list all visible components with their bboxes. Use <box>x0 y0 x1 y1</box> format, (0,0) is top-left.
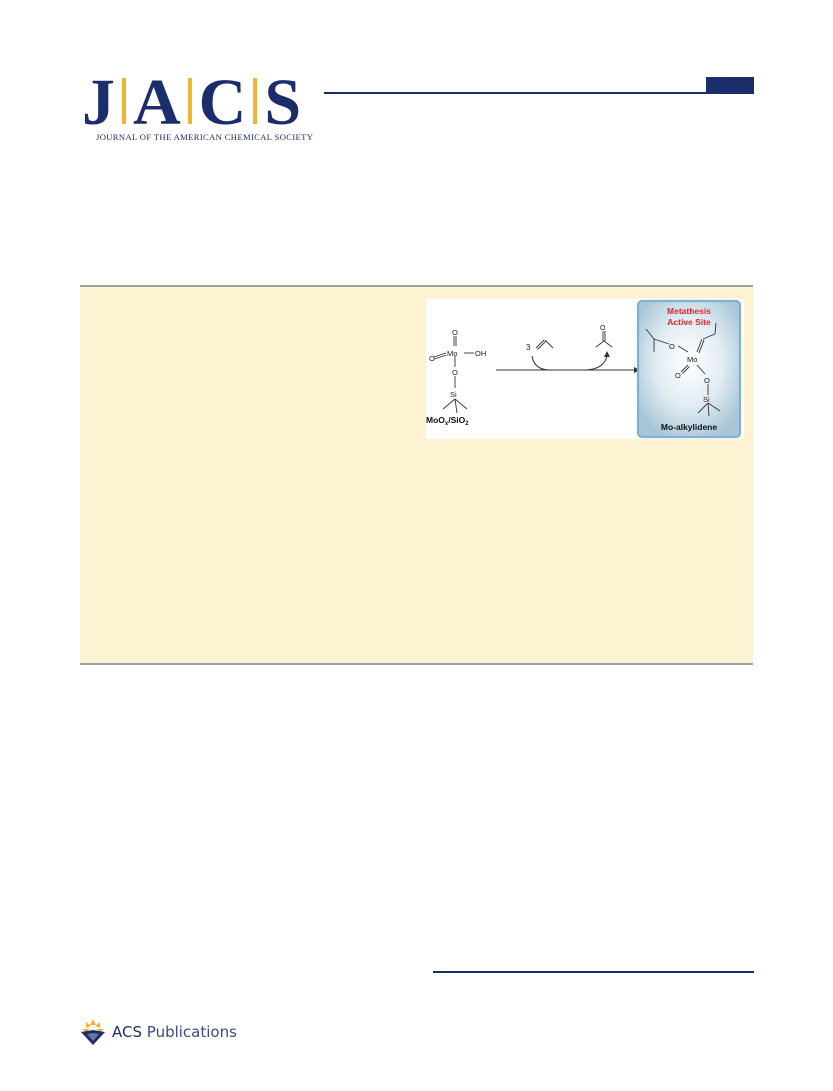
atom-o: O <box>429 354 435 363</box>
atom-o: O <box>452 368 458 377</box>
stoich-coefficient: 3 <box>526 343 531 352</box>
journal-full-name: JOURNAL OF THE AMERICAN CHEMICAL SOCIETY <box>96 132 314 142</box>
atom-o: O <box>675 371 681 380</box>
atom-si: Si <box>450 390 457 399</box>
atom-o: O <box>600 325 606 332</box>
atom-o: O <box>669 342 675 351</box>
jacs-wordmark <box>82 66 302 139</box>
logo-letter-c: C <box>198 66 247 139</box>
logo-letter-j: J <box>82 66 115 139</box>
logo-letter-a: A <box>133 66 181 139</box>
abstract-box <box>80 285 753 665</box>
reaction-scheme <box>426 299 744 439</box>
product-label: Mo-alkylidene <box>660 422 718 432</box>
journal-logo <box>82 66 342 150</box>
byproduct-arrow-head <box>604 351 610 357</box>
reaction-arrow <box>496 356 634 370</box>
logo-divider <box>253 78 257 124</box>
header-article-type-block <box>706 77 754 93</box>
publisher-name-bold: ACS <box>112 1023 142 1041</box>
logo-divider <box>122 78 126 124</box>
logo-letter-s: S <box>264 66 302 139</box>
toc-graphic <box>426 299 744 439</box>
atom-mo: Mo <box>447 349 458 358</box>
publisher-name <box>112 1023 237 1041</box>
atom-mo: Mo <box>687 355 698 364</box>
product-heading-line1: Metathesis <box>667 306 711 316</box>
product-heading-line2: Active Site <box>667 317 711 327</box>
atom-o: O <box>704 376 710 385</box>
acs-emblem-icon <box>80 1018 106 1046</box>
propene-reagent <box>536 340 553 350</box>
atom-si: Si <box>703 395 710 404</box>
acs-publications-logo <box>80 1017 237 1047</box>
acetone-byproduct <box>596 331 612 347</box>
logo-divider <box>188 78 192 124</box>
atom-oh: OH <box>475 349 487 358</box>
header-rule <box>324 92 754 94</box>
footer-rule <box>433 971 754 973</box>
reactant-label: MoO$_x$/SiO$_2$ <box>426 415 469 427</box>
publisher-name-light: Publications <box>146 1023 237 1041</box>
atom-o: O <box>452 328 458 337</box>
